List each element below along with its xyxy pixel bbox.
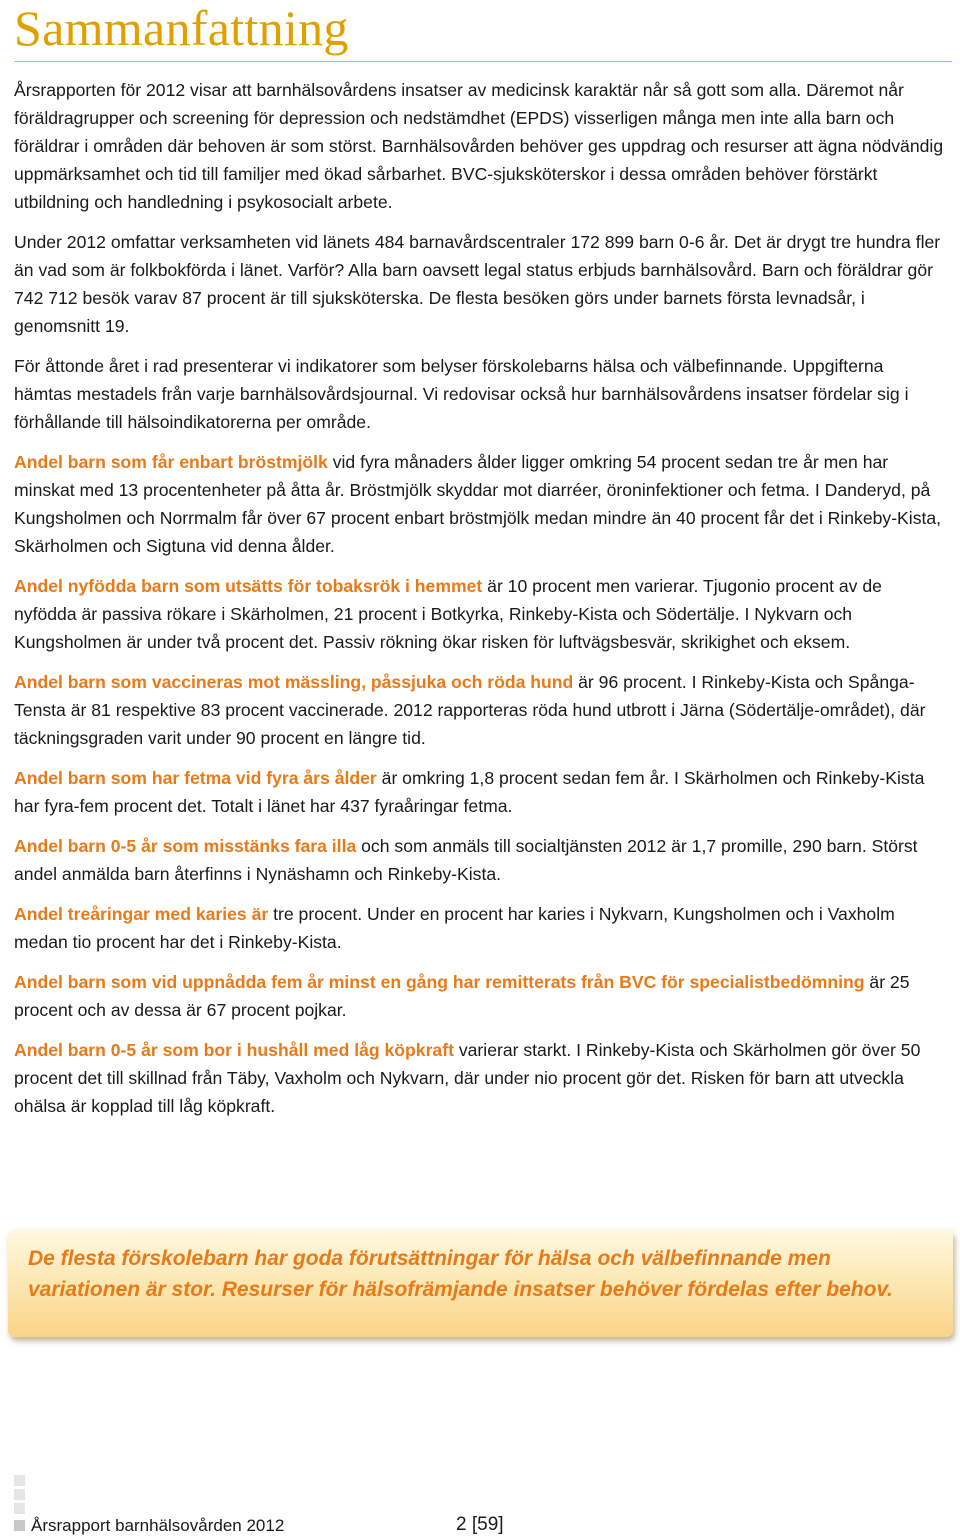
indicator-heading: Andel nyfödda barn som utsätts för tobaksrök i hemmet [14, 576, 483, 596]
conclusion-text: De flesta förskolebarn har goda förutsättningar för hälsa och välbefinnande men variationen är stor. Resurser för hälsofrämjande insatser behöver fördelas efter behov. [28, 1247, 893, 1301]
indicator-heading: Andel barn som får enbart bröstmjölk [14, 452, 328, 472]
indicator-heading: Andel barn som har fetma vid fyra års ålder [14, 768, 377, 788]
title-underline [14, 61, 952, 62]
indicator-caries [14, 900, 944, 956]
decoration-square [14, 1475, 25, 1486]
indicator-heading: Andel barn som vaccineras mot mässling, påssjuka och röda hund [14, 672, 574, 692]
paragraph-text: Årsrapporten för 2012 visar att barnhälsovårdens insatser av medicinsk karaktär når så gott som alla. Däremot når föräldragrupper och screening för depression och nedstämdhet (EPDS) visserligen många men inte alla barn och föräldrar i områden där behoven är som störst. Barnhälsovården behöver ges uppdrag och resurser att ägna nödvändig uppmärksamhet och tid till familjer med ökad sårbarhet. BVC-sjuksköterskor i dessa områden behöver förstärkt utbildning och handledning i psykosocialt arbete. [14, 80, 944, 212]
indicator-text: är 96 procent. I Rinkeby-Kista och Spånga-Tensta är 81 respektive 83 procent vaccinerade. 2012 rapporteras röda hund utbrott i Järna (Södertälje-området), där täckningsgraden varit under 90 procent en längre tid. [14, 672, 926, 748]
indicator-heading: Andel barn 0-5 år som misstänks fara illa [14, 836, 357, 856]
paragraph-indicators [14, 352, 944, 436]
footer-marker [14, 1520, 25, 1531]
paragraph-text: Under 2012 omfattar verksamheten vid länets 484 barnavårdscentraler 172 899 barn 0-6 år. Det är drygt tre hundra fler än vad som är folkbokförda i länet. Varför? Alla barn oavsett legal status erbjuds barnhälsovård. Barn och föräldrar gör 742 712 besök varav 87 procent är till sjuksköterska. De flesta besöken görs under barnets första levnadsår, i genomsnitt 19. [14, 232, 941, 336]
indicator-text: vid fyra månaders ålder ligger omkring 54 procent sedan tre år men har minskat med 13 procentenheter på åtta år. Bröstmjölk skyddar mot diarréer, öroninfektioner och fetma. I Danderyd, på Kungsholmen och Norrmalm får över 67 procent enbart bröstmjölk medan mindre än 40 procent får det i Rinkeby-Kista, Skärholmen och Sigtuna vid denna ålder. [14, 452, 942, 556]
page-title: Sammanfattning [14, 0, 349, 56]
conclusion-callout [8, 1229, 953, 1337]
indicator-obesity [14, 764, 944, 820]
indicator-vaccination [14, 668, 944, 752]
decoration-square [14, 1503, 25, 1514]
indicator-text: är 10 procent men varierar. Tjugonio procent av de nyfödda är passiva rökare i Skärholmen, 21 procent i Botkyrka, Rinkeby-Kista och Södertälje. I Nykvarn och Kungsholmen är under två procent det. Passiv rökning ökar risken för luftvägsbesvär, skrikighet och eksem. [14, 576, 882, 652]
indicator-specialist-referral [14, 968, 944, 1024]
indicator-text: och som anmäls till socialtjänsten 2012 är 1,7 promille, 290 barn. Störst andel anmälda barn återfinns i Nynäshamn och Rinkeby-Kista. [14, 836, 918, 884]
summary-body [14, 76, 944, 1132]
paragraph-intro [14, 76, 944, 216]
paragraph-text: För åttonde året i rad presenterar vi indikatorer som belyser förskolebarns hälsa och välbefinnande. Uppgifterna hämtas mestadels från varje barnhälsovårdsjournal. Vi redovisar också hur barnhälsovårdens insatser fördelar sig i förhållande till hälsoindikatorerna per område. [14, 356, 909, 432]
indicator-tobacco-smoke [14, 572, 944, 656]
indicator-heading: Andel barn som vid uppnådda fem år minst en gång har remitterats från BVC för specialistbedömning [14, 972, 865, 992]
indicator-suspected-neglect [14, 832, 944, 888]
indicator-text: är omkring 1,8 procent sedan fem år. I Skärholmen och Rinkeby-Kista har fyra-fem procent det. Totalt i länet har 437 fyraåringar fetma. [14, 768, 925, 816]
indicator-low-purchasing-power [14, 1036, 944, 1120]
indicator-text: är 25 procent och av dessa är 67 procent pojkar. [14, 972, 910, 1020]
footer-report-name: Årsrapport barnhälsovården 2012 [31, 1516, 285, 1535]
paragraph-scope [14, 228, 944, 340]
page-number: 2 [59] [456, 1514, 504, 1535]
indicator-text: tre procent. Under en procent har karies i Nykvarn, Kungsholmen och i Vaxholm medan tio procent har det i Rinkeby-Kista. [14, 904, 895, 952]
indicator-breastfeeding [14, 448, 944, 560]
decoration-square [14, 1489, 25, 1500]
indicator-text: varierar starkt. I Rinkeby-Kista och Skärholmen gör över 50 procent det till skillnad från Täby, Vaxholm och Nykvarn, där under nio procent gör det. Risken för barn att utveckla ohälsa är kopplad till låg köpkraft. [14, 1040, 921, 1116]
indicator-heading: Andel barn 0-5 år som bor i hushåll med låg köpkraft [14, 1040, 454, 1060]
indicator-heading: Andel treåringar med karies är [14, 904, 269, 924]
